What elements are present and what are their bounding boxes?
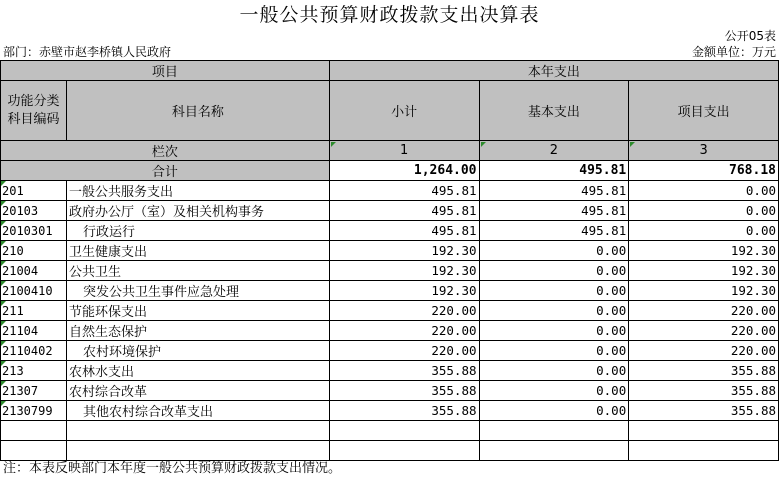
- form-reference: 公开05表: [724, 29, 776, 43]
- row-code: 213: [1, 361, 67, 381]
- row-project: 355.88: [629, 401, 779, 421]
- row-code: 210: [1, 241, 67, 261]
- row-subtotal: 355.88: [329, 361, 479, 381]
- header-current-year: 本年支出: [329, 61, 778, 81]
- table-row: [1, 401, 779, 421]
- department-label: 部门：赤壁市赵李桥镇人民政府: [3, 45, 172, 59]
- row-subtotal: 495.81: [329, 201, 479, 221]
- row-code: 2130799: [1, 401, 67, 421]
- row-project: 192.30: [629, 261, 779, 281]
- column-index-1: 1: [329, 141, 479, 161]
- table-row: [1, 201, 779, 221]
- row-basic: 0.00: [479, 401, 629, 421]
- table-row: [1, 281, 779, 301]
- row-project: 355.88: [629, 361, 779, 381]
- header-basic: 基本支出: [479, 81, 629, 141]
- row-name: 行政运行: [66, 221, 329, 241]
- header-code: 功能分类科目编码: [1, 81, 67, 141]
- table-row: [1, 241, 779, 261]
- row-code: 201: [1, 181, 67, 201]
- table-row: [1, 221, 779, 241]
- row-name: 一般公共服务支出: [66, 181, 329, 201]
- row-project: 0.00: [629, 221, 779, 241]
- row-project: 220.00: [629, 321, 779, 341]
- row-basic: 0.00: [479, 321, 629, 341]
- row-code: 21104: [1, 321, 67, 341]
- header-project: 项目支出: [629, 81, 779, 141]
- row-basic: 495.81: [479, 181, 629, 201]
- header-subtotal: 小计: [329, 81, 479, 141]
- row-subtotal: 192.30: [329, 281, 479, 301]
- row-code: 20103: [1, 201, 67, 221]
- column-index-3: 3: [629, 141, 779, 161]
- row-subtotal: 220.00: [329, 321, 479, 341]
- row-basic: 0.00: [479, 241, 629, 261]
- row-subtotal: 192.30: [329, 261, 479, 281]
- table-row: [1, 361, 779, 381]
- footnote: 注：本表反映部门本年度一般公共预算财政拨款支出情况。: [3, 461, 342, 476]
- row-code: 21307: [1, 381, 67, 401]
- table-row: [1, 301, 779, 321]
- row-basic: 0.00: [479, 301, 629, 321]
- empty-row: [1, 441, 779, 461]
- row-project: 220.00: [629, 301, 779, 321]
- empty-row: [1, 421, 779, 441]
- row-code: 2110402: [1, 341, 67, 361]
- row-project: 192.30: [629, 241, 779, 261]
- header-name: 科目名称: [66, 81, 329, 141]
- row-name: 公共卫生: [66, 261, 329, 281]
- total-subtotal: 1,264.00: [329, 161, 479, 181]
- column-index-label: 栏次: [1, 141, 330, 161]
- row-subtotal: 192.30: [329, 241, 479, 261]
- total-basic: 495.81: [479, 161, 629, 181]
- row-basic: 0.00: [479, 361, 629, 381]
- total-label: 合计: [1, 161, 330, 181]
- row-basic: 0.00: [479, 261, 629, 281]
- header-row-2: [1, 81, 779, 141]
- row-name: 其他农村综合改革支出: [66, 401, 329, 421]
- row-basic: 0.00: [479, 281, 629, 301]
- table-row: [1, 381, 779, 401]
- header-item: 项目: [1, 61, 330, 81]
- row-subtotal: 220.00: [329, 301, 479, 321]
- row-basic: 495.81: [479, 201, 629, 221]
- data-rows: [1, 181, 779, 421]
- expenditure-table: [0, 60, 779, 461]
- row-subtotal: 355.88: [329, 401, 479, 421]
- table-row: [1, 341, 779, 361]
- row-project: 355.88: [629, 381, 779, 401]
- row-project: 0.00: [629, 201, 779, 221]
- row-code: 21004: [1, 261, 67, 281]
- page-title: 一般公共预算财政拨款支出决算表: [239, 4, 540, 26]
- row-subtotal: 495.81: [329, 221, 479, 241]
- row-project: 0.00: [629, 181, 779, 201]
- column-index-2: 2: [479, 141, 629, 161]
- row-name: 节能环保支出: [66, 301, 329, 321]
- row-project: 220.00: [629, 341, 779, 361]
- row-name: 自然生态保护: [66, 321, 329, 341]
- header-row-1: [1, 61, 779, 81]
- table-row: [1, 321, 779, 341]
- row-code: 2100410: [1, 281, 67, 301]
- row-project: 192.30: [629, 281, 779, 301]
- row-subtotal: 495.81: [329, 181, 479, 201]
- row-basic: 0.00: [479, 381, 629, 401]
- row-name: 农村综合改革: [66, 381, 329, 401]
- row-name: 卫生健康支出: [66, 241, 329, 261]
- table-row: [1, 181, 779, 201]
- row-name: 农村环境保护: [66, 341, 329, 361]
- row-code: 211: [1, 301, 67, 321]
- row-subtotal: 220.00: [329, 341, 479, 361]
- row-code: 2010301: [1, 221, 67, 241]
- row-name: 突发公共卫生事件应急处理: [66, 281, 329, 301]
- table-row: [1, 261, 779, 281]
- row-subtotal: 355.88: [329, 381, 479, 401]
- amount-unit-label: 金额单位：万元: [691, 45, 776, 59]
- total-project: 768.18: [629, 161, 779, 181]
- row-basic: 495.81: [479, 221, 629, 241]
- total-row: [1, 161, 779, 181]
- row-name: 政府办公厅（室）及相关机构事务: [66, 201, 329, 221]
- column-index-row: [1, 141, 779, 161]
- row-name: 农林水支出: [66, 361, 329, 381]
- row-basic: 0.00: [479, 341, 629, 361]
